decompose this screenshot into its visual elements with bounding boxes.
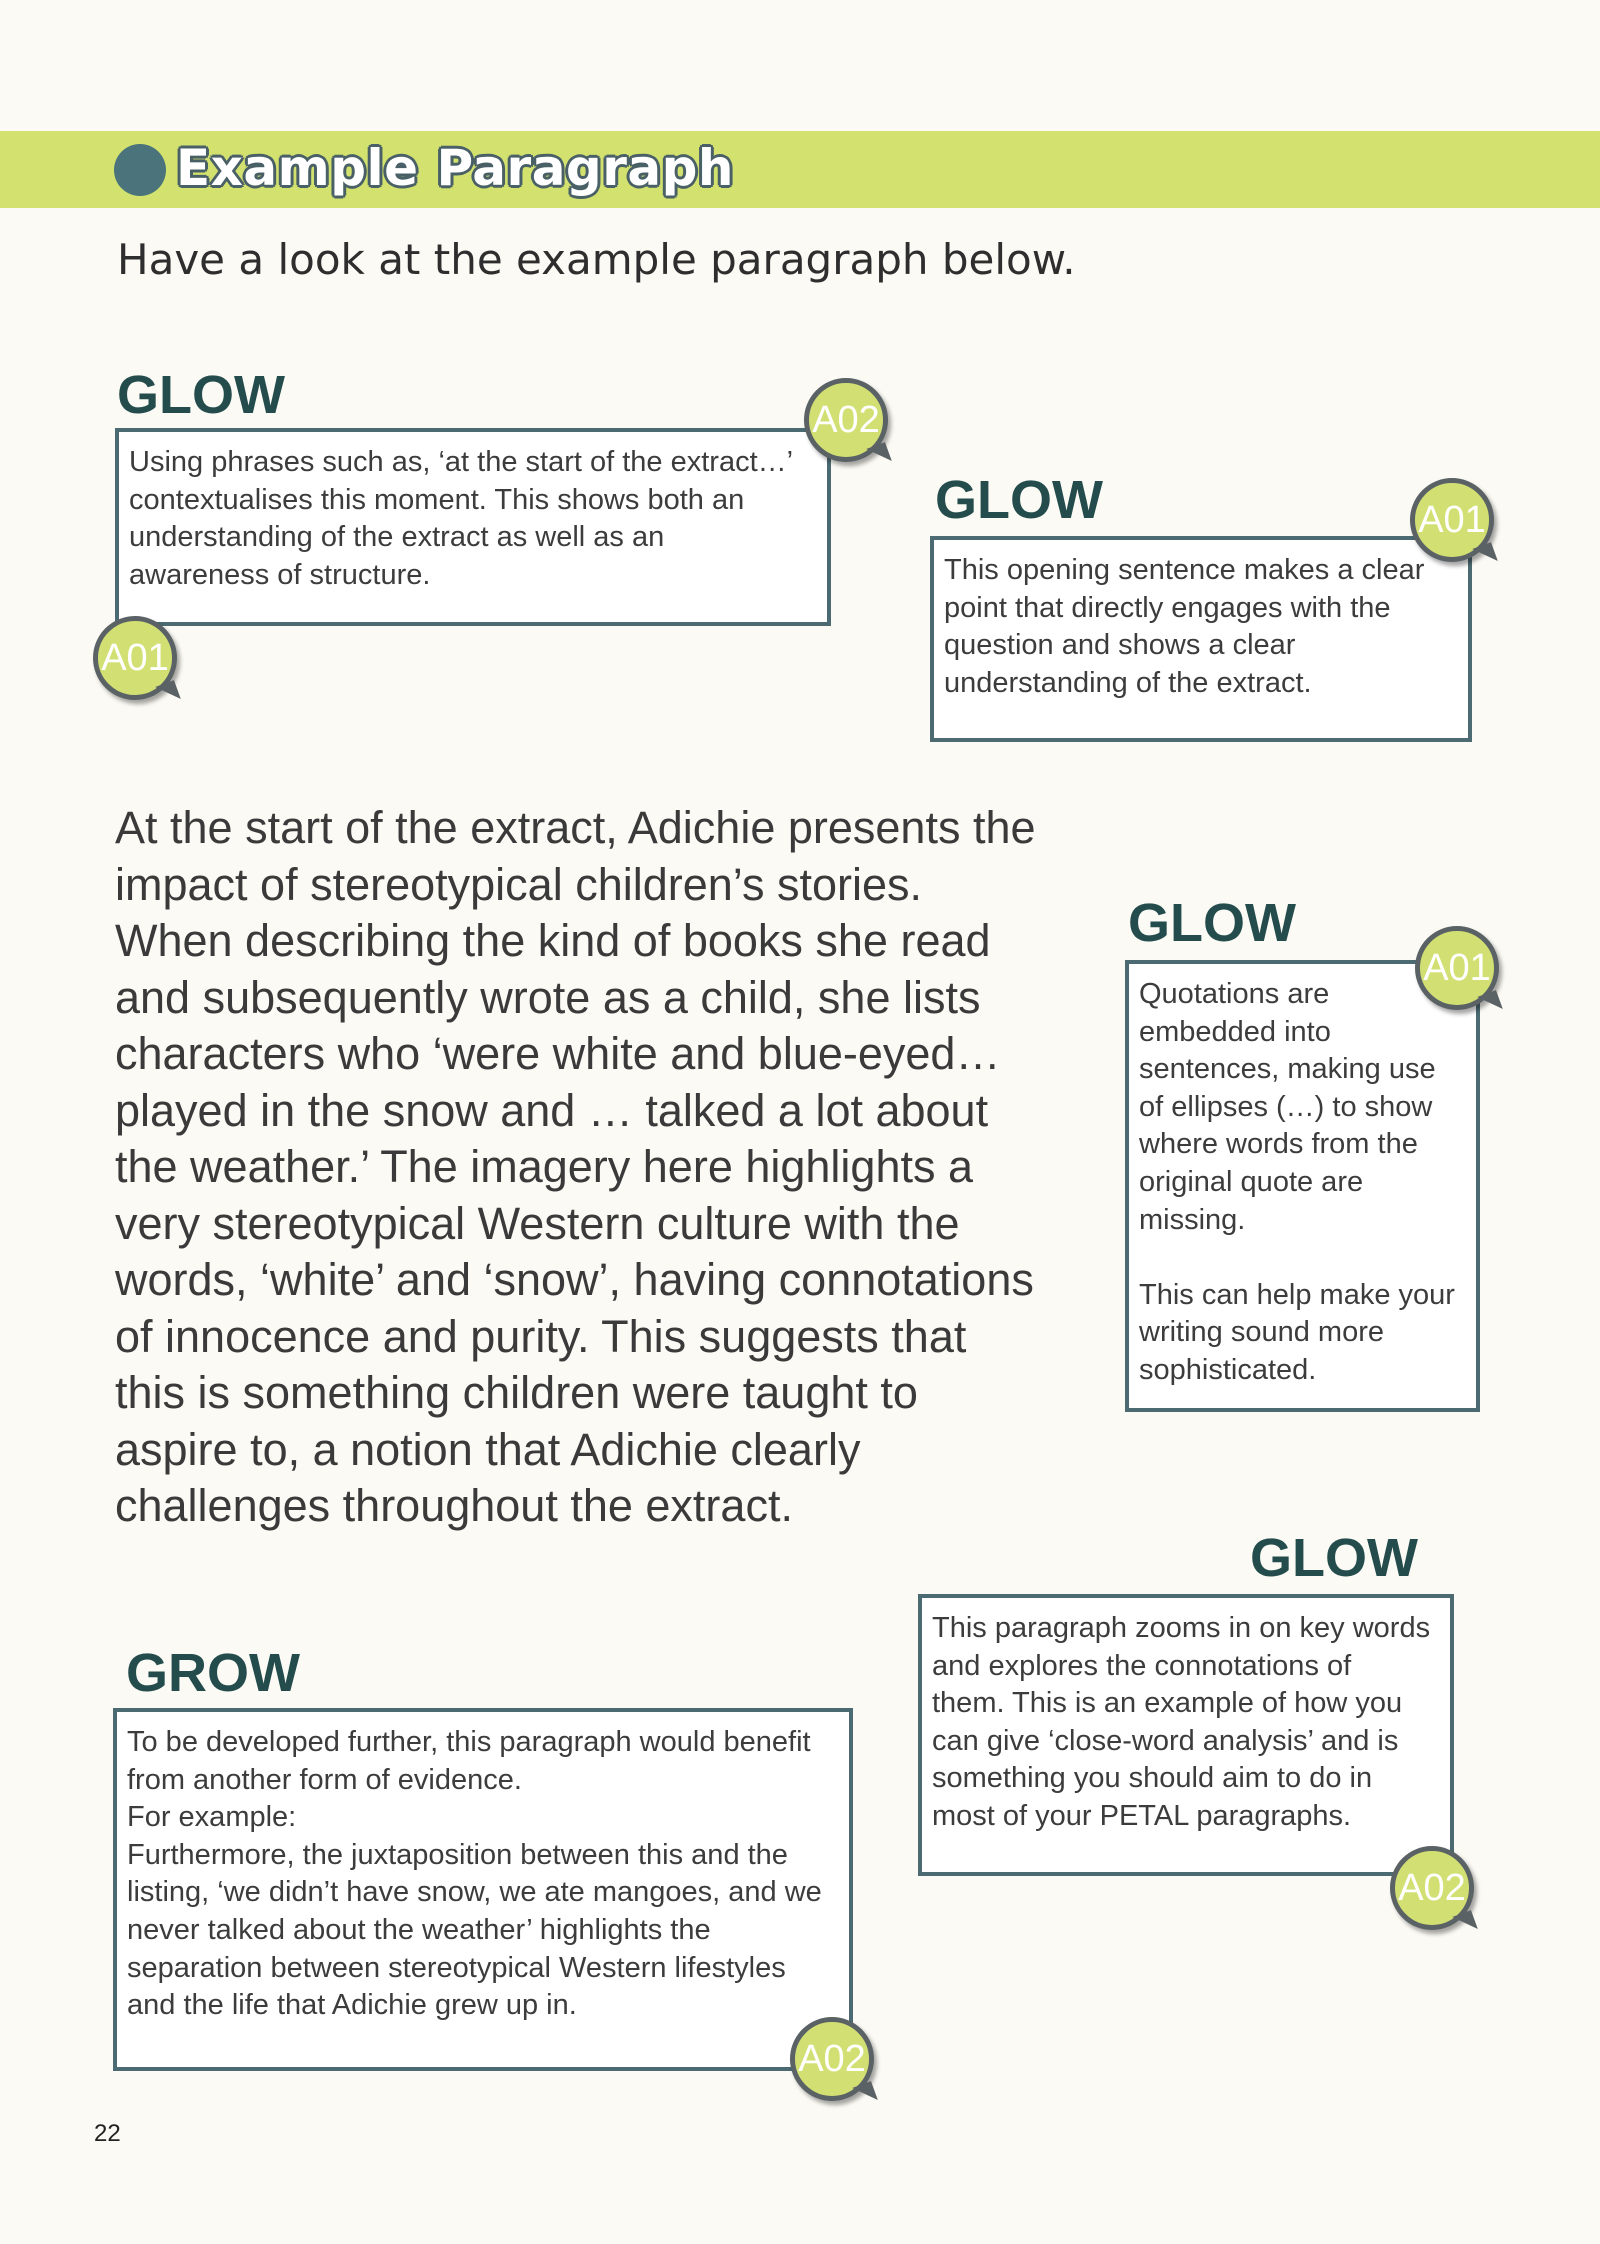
glow-2-line: question and shows a clear: [944, 629, 1296, 662]
glow-3-line: sophisticated.: [1139, 1353, 1317, 1386]
paragraph-line: this is something children were taught to: [115, 1367, 918, 1418]
paragraph-line: words, ‘white’ and ‘snow’, having connotations: [115, 1254, 1034, 1305]
paragraph-line: and subsequently wrote as a child, she lists: [115, 971, 981, 1023]
glow-box-4: [918, 1594, 1454, 1876]
grow-box: [113, 1708, 853, 2071]
glow-3-line: This can help make your: [1139, 1278, 1455, 1311]
glow-1-line: understanding of the extract as well as an: [129, 521, 665, 554]
paragraph-line: the weather.’ The imagery here highlights a: [115, 1141, 974, 1192]
paragraph-line: aspire to, a notion that Adichie clearly: [115, 1423, 861, 1475]
paragraph-line: of innocence and purity. This suggests that: [115, 1310, 967, 1362]
grow-line: never talked about the weather’ highlights the: [127, 1913, 711, 1946]
glow-4-line: something you should aim to do in: [932, 1762, 1373, 1795]
glow-3-line: sentences, making use: [1139, 1053, 1436, 1086]
glow-box-1: [115, 428, 831, 626]
assessment-badge: A01: [93, 616, 177, 700]
glow-3-line: missing.: [1139, 1203, 1246, 1236]
glow-3-line: of ellipses (…) to show: [1139, 1090, 1433, 1123]
glow-3-line: original quote are: [1139, 1165, 1364, 1198]
assessment-badge: A01: [1415, 926, 1499, 1010]
example-paragraph: [115, 800, 1055, 1535]
glow-2-line: understanding of the extract.: [944, 666, 1312, 699]
glow-3-line: where words from the: [1139, 1128, 1418, 1161]
glow-2-line: This opening sentence makes a clear: [944, 554, 1425, 586]
grow-heading: GROW: [126, 1643, 300, 1703]
glow-4-line: and explores the connotations of: [932, 1649, 1352, 1682]
glow-3-line: writing sound more: [1139, 1316, 1384, 1349]
grow-line: separation between stereotypical Western lifestyles: [127, 1951, 786, 1984]
paragraph-line: impact of stereotypical children’s stories.: [115, 858, 923, 910]
paragraph-line: challenges throughout the extract.: [115, 1480, 793, 1531]
grow-line: For example:: [127, 1801, 297, 1834]
glow-1-line: contextualises this moment. This shows both an: [129, 483, 745, 516]
glow-2-line: point that directly engages with the: [944, 591, 1391, 624]
assessment-badge: A02: [1390, 1846, 1474, 1930]
glow-heading-4: GLOW: [1250, 1528, 1418, 1588]
glow-3-line: Quotations are: [1139, 978, 1330, 1010]
paragraph-line: played in the snow and … talked a lot about: [115, 1084, 989, 1136]
glow-heading-2: GLOW: [935, 470, 1103, 530]
grow-line: listing, ‘we didn’t have snow, we ate mangoes, and we: [127, 1876, 822, 1909]
glow-1-line: Using phrases such as, ‘at the start of the extract…’: [129, 446, 794, 478]
glow-4-line: This paragraph zooms in on key words: [932, 1612, 1431, 1644]
banner-bullet-dot: [114, 144, 166, 196]
glow-1-line: awareness of structure.: [129, 558, 431, 591]
glow-heading-1: GLOW: [117, 365, 285, 425]
grow-line: and the life that Adichie grew up in.: [127, 1989, 577, 2022]
paragraph-line: When describing the kind of books she read: [115, 915, 991, 966]
grow-line: To be developed further, this paragraph would benefit: [127, 1726, 811, 1758]
grow-line: Furthermore, the juxtaposition between this and the: [127, 1838, 788, 1871]
paragraph-line: At the start of the extract, Adichie presents the: [115, 802, 1036, 853]
glow-heading-3: GLOW: [1128, 893, 1296, 953]
glow-3-line: embedded into: [1139, 1015, 1331, 1048]
assessment-badge: A02: [804, 378, 888, 462]
glow-box-2: [930, 536, 1472, 742]
grow-line: from another form of evidence.: [127, 1763, 522, 1796]
paragraph-line: characters who ‘were white and blue-eyed…: [115, 1028, 1001, 1079]
glow-box-3: [1125, 960, 1480, 1412]
paragraph-line: very stereotypical Western culture with the: [115, 1197, 960, 1249]
glow-4-line: most of your PETAL paragraphs.: [932, 1799, 1352, 1832]
assessment-badge: A01: [1410, 478, 1494, 562]
page-title: Example Paragraph: [176, 139, 735, 197]
page-number: 22: [94, 2120, 121, 2147]
glow-4-line: them. This is an example of how you: [932, 1687, 1403, 1720]
glow-4-line: can give ‘close-word analysis’ and is: [932, 1724, 1399, 1757]
page-subtitle: Have a look at the example paragraph below.: [117, 235, 1076, 284]
assessment-badge: A02: [790, 2017, 874, 2101]
glow-3-spacer: [1139, 1239, 1466, 1277]
